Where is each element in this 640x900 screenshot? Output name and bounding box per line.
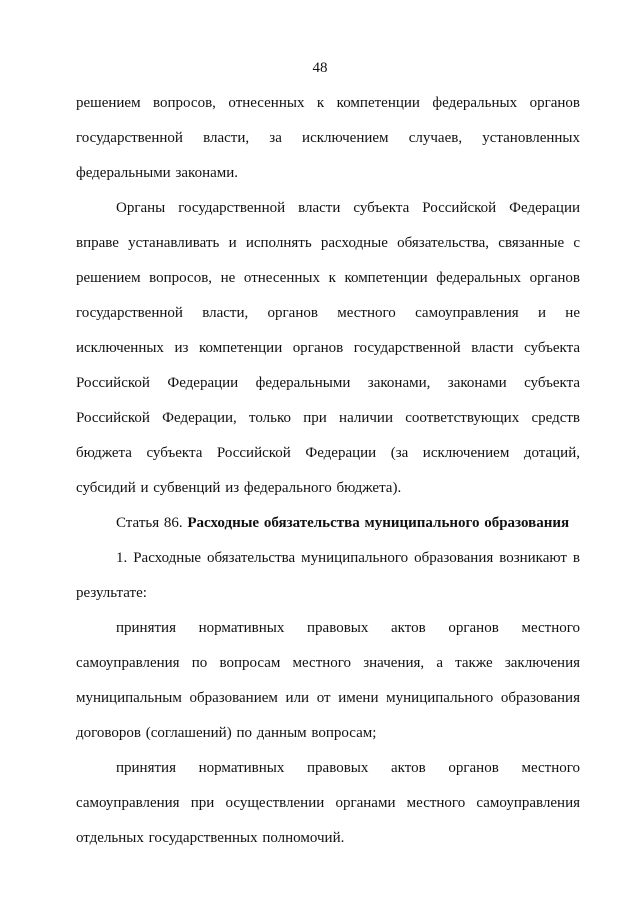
text-line: государственной власти, органов местного самоуправления и не bbox=[76, 305, 580, 321]
article-prefix: Статья 86. bbox=[116, 515, 183, 531]
text-line: Российской Федерации федеральными законами, законами субъекта bbox=[76, 375, 580, 391]
text-line: федеральными законами. bbox=[76, 165, 239, 181]
text-line: бюджета субъекта Российской Федерации (за исключением дотаций, bbox=[76, 445, 580, 461]
text-line: субсидий и субвенций из федерального бюджета). bbox=[76, 480, 402, 496]
text-line: муниципальным образованием или от имени муниципального образования bbox=[76, 690, 580, 706]
paragraph-first-line: принятия нормативных правовых актов органов местного bbox=[116, 760, 580, 776]
text-line: самоуправления при осуществлении органами местного самоуправления bbox=[76, 795, 580, 811]
text-line: отдельных государственных полномочий. bbox=[76, 830, 345, 846]
text-line: решением вопросов, не отнесенных к компетенции федеральных органов bbox=[76, 270, 580, 286]
text-line: вправе устанавливать и исполнять расходные обязательства, связанные с bbox=[76, 235, 580, 251]
text-line: исключенных из компетенции органов государственной власти субъекта bbox=[76, 340, 580, 356]
paragraph-first-line: Органы государственной власти субъекта Российской Федерации bbox=[116, 200, 580, 216]
paragraph-first-line: принятия нормативных правовых актов органов местного bbox=[116, 620, 580, 636]
paragraph-first-line: 1. Расходные обязательства муниципального образования возникают в bbox=[116, 550, 580, 566]
page-number: 48 bbox=[312, 60, 328, 76]
article-title: Расходные обязательства муниципального образования bbox=[187, 515, 570, 531]
text-line: результате: bbox=[76, 585, 147, 601]
text-line: Российской Федерации, только при наличии соответствующих средств bbox=[76, 410, 580, 426]
text-line: договоров (соглашений) по данным вопросам; bbox=[76, 725, 377, 741]
text-line: государственной власти, за исключением случаев, установленных bbox=[76, 130, 580, 146]
text-line: решением вопросов, отнесенных к компетенции федеральных органов bbox=[76, 95, 580, 111]
article-heading bbox=[116, 513, 580, 533]
text-line: самоуправления по вопросам местного значения, а также заключения bbox=[76, 655, 580, 671]
